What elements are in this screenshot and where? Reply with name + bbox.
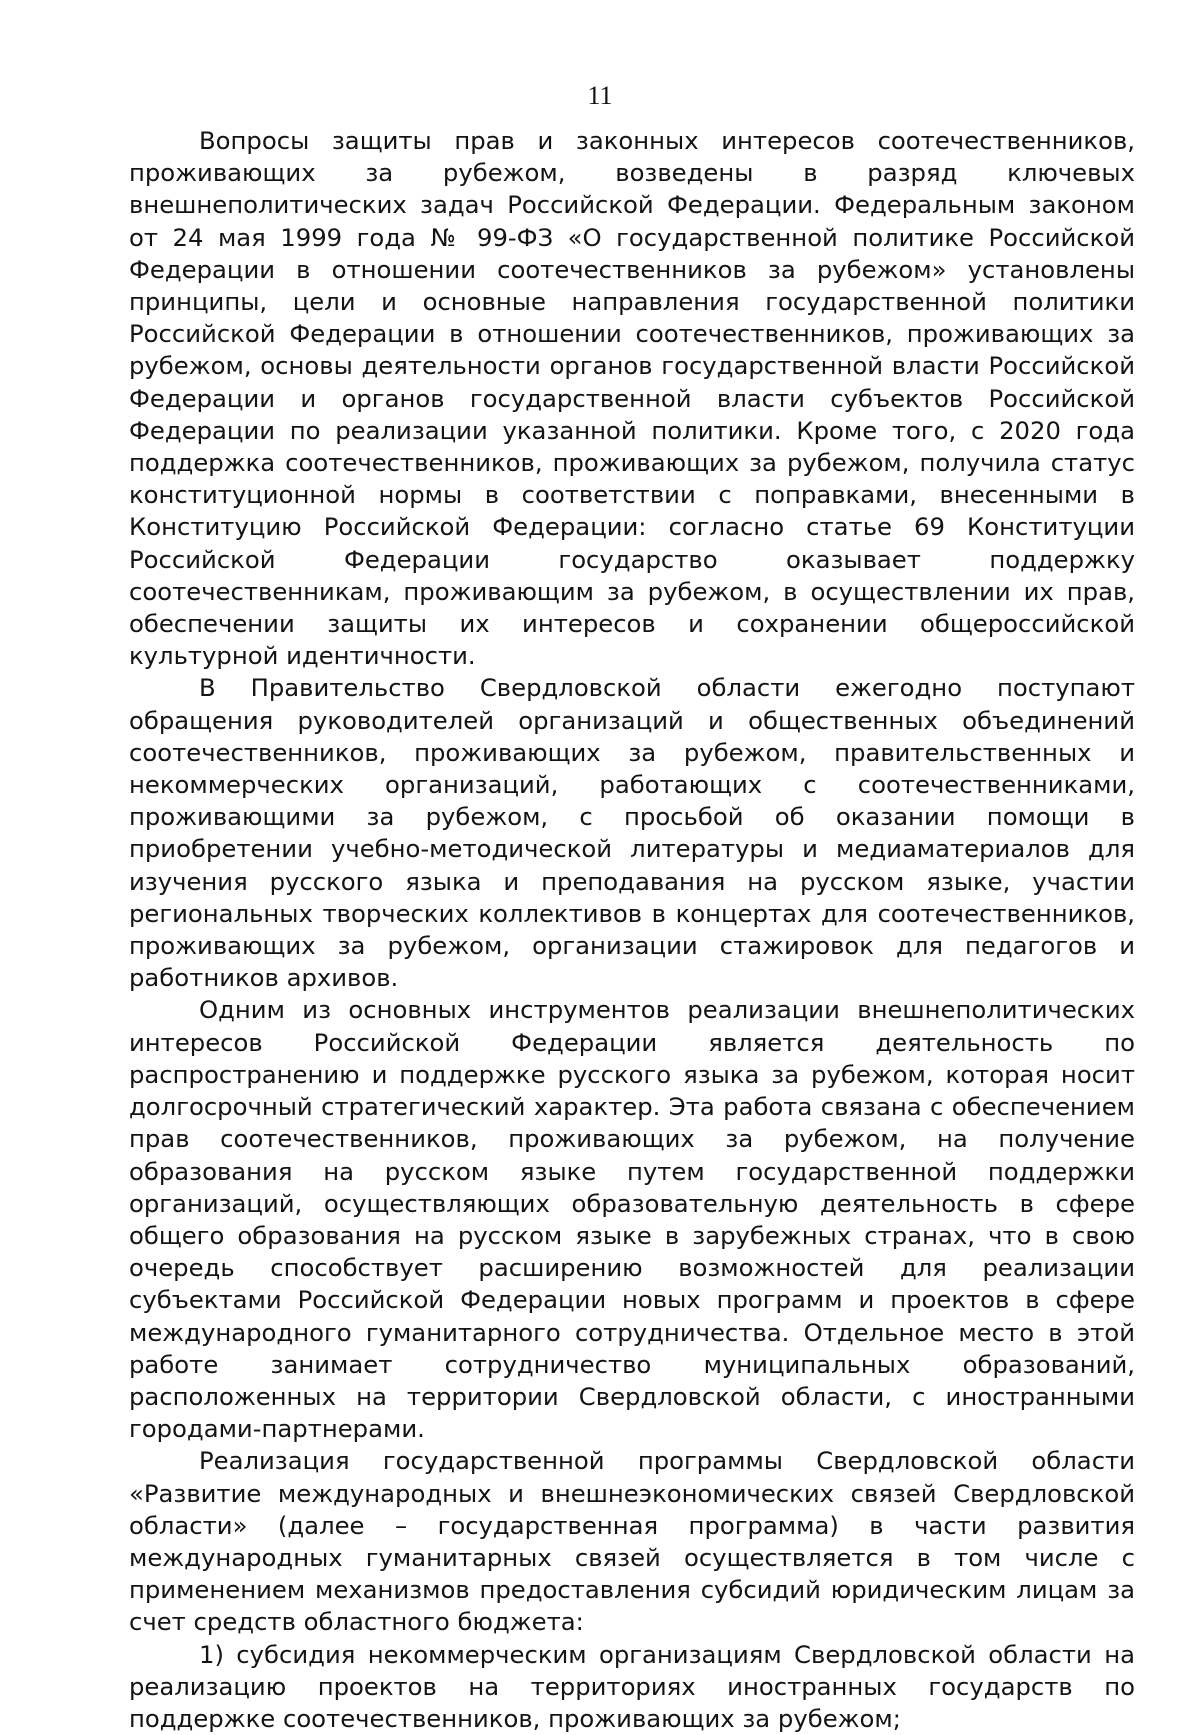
paragraph-compatriots-rights: Вопросы защиты прав и законных интересов соотечественников, проживающих за рубежом, возведены в разряд ключевых внешнеполитических задач Российской Федерации. Федеральным законом от 24 мая 1999 года № 99-ФЗ «О государственной политике Российской Федерации в отношении соотечественников за рубежом» установлены принципы, цели и основные направления государственной политики Российской Федерации в отношении соотечественников, проживающих за рубежом, основы деятельности органов государственной власти Российской Федерации и органов государственной власти субъектов Российской Федерации по реализации указанной политики. Кроме того, с 2020 года поддержка соотечественников, проживающих за рубежом, получила статус конституционной нормы в соответствии с поправками, внесенными в Конституцию Российской Федерации: согласно статье 69 Конституции Российской Федерации государство оказывает поддержку соотечественникам, проживающим за рубежом, в осуществлении их прав, обеспечении защиты их интересов и сохранении общероссийской культурной идентичности. [129, 126, 1135, 671]
document-body [129, 125, 1135, 1735]
page-number: 11 [587, 81, 613, 110]
paragraph-russian-language-support: Одним из основных инструментов реализации внешнеполитических интересов Российской Федерации является деятельность по распространению и поддержке русского языка за рубежом, которая носит долгосрочный стратегический характер. Эта работа связана с обеспечением прав соотечественников, проживающих за рубежом, на получение образования на русском языке путем государственной поддержки организаций, осуществляющих образовательную деятельность в сфере общего образования на русском языке в зарубежных странах, что в свою очередь способствует расширению возможностей для реализации субъектами Российской Федерации новых программ и проектов в сфере международного гуманитарного сотрудничества. Отдельное место в этой работе занимает сотрудничество муниципальных образований, расположенных на территории Свердловской области, с иностранными городами-партнерами. [129, 995, 1135, 1444]
paragraph-state-program: Реализация государственной программы Свердловской области «Развитие международных и внешнеэкономических связей Свердловской области» (далее – государственная программа) в части развития международных гуманитарных связей осуществляется в том числе с применением механизмов предоставления субсидий юридическим лицам за счет средств областного бюджета: [129, 1446, 1135, 1637]
paragraph-government-appeals: В Правительство Свердловской области ежегодно поступают обращения руководителей организаций и общественных объединений соотечественников, проживающих за рубежом, правительственных и некоммерческих организаций, работающих с соотечественниками, проживающими за рубежом, с просьбой об оказании помощи в приобретении учебно-методической литературы и медиаматериалов для изучения русского языка и преподавания на русском языке, участии региональных творческих коллективов в концертах для соотечественников, проживающих за рубежом, организации стажировок для педагогов и работников архивов. [129, 673, 1135, 993]
paragraph-subsidy-item-1: 1) субсидия некоммерческим организациям Свердловской области на реализацию проектов на территориях иностранных государств по поддержке соотечественников, проживающих за рубежом; [129, 1639, 1135, 1733]
